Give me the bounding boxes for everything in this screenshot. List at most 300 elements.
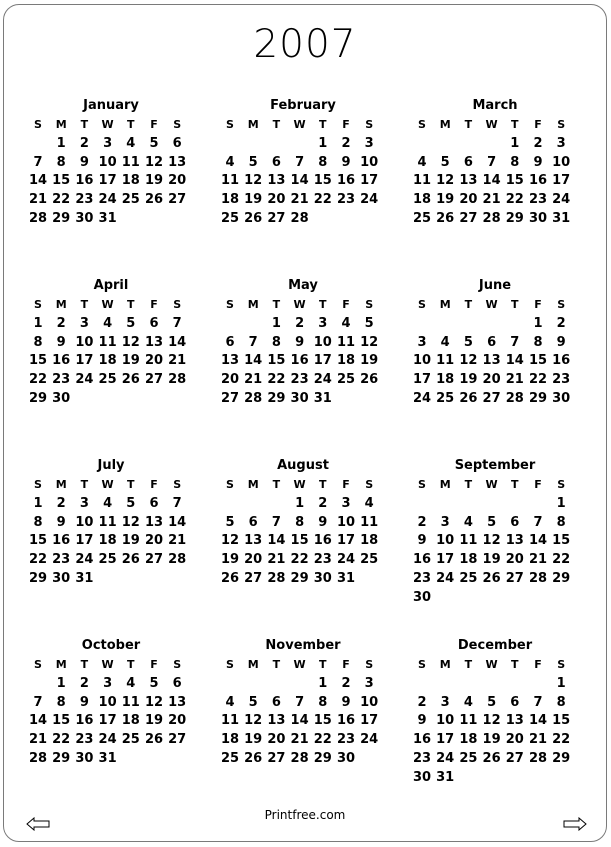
day-cell: 28 [168, 372, 187, 388]
day-cell: 4 [417, 154, 427, 170]
day-cell: 28 [244, 391, 263, 406]
weekday-label: M [55, 658, 67, 671]
month-grid [26, 475, 194, 588]
weekday-label: S [557, 118, 566, 131]
weekday-label: F [342, 478, 350, 491]
month-name: July [97, 458, 125, 473]
day-cell: 10 [552, 154, 571, 170]
day-cell: 16 [52, 533, 71, 549]
day-cell: 11 [220, 173, 240, 189]
month-grid [410, 475, 578, 607]
day-cell: 11 [220, 713, 240, 729]
day-cell: 11 [121, 154, 140, 170]
weekday-label: W [293, 298, 306, 311]
day-cell: 17 [360, 173, 379, 189]
day-cell: 1 [556, 495, 566, 511]
day-cell: 25 [98, 552, 117, 568]
month-grid [410, 115, 578, 228]
day-cell: 1 [295, 495, 305, 511]
day-cell: 9 [533, 154, 543, 170]
day-cell: 1 [556, 675, 566, 691]
month-grid [218, 295, 386, 408]
day-cell: 7 [295, 154, 305, 170]
day-cell: 29 [28, 391, 48, 406]
month-grid [218, 655, 386, 768]
day-cell: 5 [440, 154, 450, 170]
weekday-label: M [247, 478, 259, 491]
day-cell: 15 [28, 353, 48, 369]
day-cell: 15 [313, 173, 332, 189]
day-cell: 9 [79, 694, 89, 710]
day-cell: 8 [556, 514, 566, 530]
day-cell: 20 [459, 192, 478, 208]
day-cell: 5 [248, 154, 258, 170]
day-cell: 1 [271, 315, 281, 331]
day-cell: 27 [505, 751, 524, 766]
day-cell: 29 [290, 571, 309, 586]
day-cell: 8 [533, 334, 543, 350]
year-title: 2007 [253, 22, 357, 67]
day-cell: 6 [149, 495, 159, 511]
weekday-label: M [55, 298, 67, 311]
day-cell: 3 [318, 315, 328, 331]
day-cell: 27 [144, 372, 164, 388]
day-cell: 28 [528, 571, 548, 586]
day-cell: 18 [220, 732, 240, 748]
day-cell: 26 [244, 751, 263, 766]
day-cell: 8 [318, 694, 328, 710]
day-cell: 4 [225, 694, 235, 710]
day-cell: 30 [528, 211, 548, 226]
day-cell: 4 [440, 334, 450, 350]
day-cell: 10 [98, 154, 117, 170]
day-cell: 12 [459, 353, 478, 369]
day-cell: 4 [341, 315, 351, 331]
day-cell: 29 [28, 571, 48, 586]
day-cell: 4 [126, 135, 136, 151]
day-cell: 21 [244, 372, 263, 388]
day-cell: 25 [220, 751, 240, 766]
weekday-label: T [80, 658, 89, 671]
day-cell: 3 [556, 135, 566, 151]
weekday-label: S [557, 658, 566, 671]
day-cell: 24 [360, 732, 379, 748]
day-cell: 16 [336, 713, 356, 729]
day-cell: 6 [463, 154, 473, 170]
day-cell: 26 [144, 192, 164, 208]
day-cell: 14 [290, 713, 309, 729]
day-cell: 3 [79, 495, 89, 511]
month-grid [26, 295, 194, 408]
day-cell: 28 [28, 211, 48, 226]
day-cell: 3 [79, 315, 89, 331]
day-cell: 13 [244, 533, 263, 549]
day-cell: 20 [482, 372, 501, 388]
day-cell: 7 [295, 694, 305, 710]
day-cell: 24 [436, 571, 455, 586]
day-cell: 22 [528, 372, 548, 388]
day-cell: 23 [412, 571, 432, 586]
day-cell: 5 [487, 514, 497, 530]
day-cell: 13 [267, 713, 286, 729]
weekday-label: W [101, 118, 114, 131]
day-cell: 13 [168, 694, 187, 710]
day-cell: 5 [248, 694, 258, 710]
weekday-label: M [439, 658, 451, 671]
day-cell: 7 [510, 334, 520, 350]
day-cell: 28 [267, 571, 286, 586]
month-june [410, 277, 580, 408]
day-cell: 6 [487, 334, 497, 350]
day-cell: 28 [168, 552, 187, 568]
day-cell: 9 [318, 514, 328, 530]
day-cell: 29 [313, 751, 332, 766]
day-cell: 16 [336, 173, 356, 189]
day-cell: 25 [336, 372, 356, 388]
day-cell: 12 [121, 334, 140, 350]
day-cell: 2 [533, 135, 543, 151]
month-october [26, 637, 196, 768]
day-cell: 6 [510, 694, 520, 710]
day-cell: 3 [341, 495, 351, 511]
day-cell: 23 [313, 552, 332, 568]
day-cell: 1 [318, 135, 328, 151]
day-cell: 20 [267, 732, 286, 748]
day-cell: 13 [505, 713, 524, 729]
day-cell: 24 [360, 192, 379, 208]
day-cell: 11 [459, 533, 478, 549]
day-cell: 8 [318, 154, 328, 170]
day-cell: 29 [52, 211, 71, 226]
day-cell: 10 [336, 514, 356, 530]
day-cell: 29 [52, 751, 71, 766]
day-cell: 20 [244, 552, 263, 568]
day-cell: 22 [313, 192, 332, 208]
weekday-label: F [534, 658, 542, 671]
day-cell: 26 [360, 372, 379, 388]
day-cell: 5 [126, 495, 136, 511]
weekday-label: S [226, 478, 234, 491]
day-cell: 4 [463, 694, 473, 710]
day-cell: 18 [98, 353, 117, 369]
day-cell: 11 [121, 694, 140, 710]
day-cell: 23 [336, 732, 356, 748]
day-cell: 17 [436, 732, 455, 748]
day-cell: 14 [28, 713, 48, 729]
day-cell: 27 [267, 211, 286, 226]
day-cell: 31 [98, 751, 117, 766]
month-name: February [270, 98, 336, 113]
weekday-label: W [293, 658, 306, 671]
day-cell: 20 [144, 353, 164, 369]
month-august [218, 457, 388, 588]
day-cell: 13 [505, 533, 524, 549]
day-cell: 22 [552, 732, 571, 748]
weekday-label: F [342, 118, 350, 131]
day-cell: 26 [121, 372, 140, 388]
day-cell: 21 [267, 552, 286, 568]
day-cell: 4 [463, 514, 473, 530]
day-cell: 28 [290, 751, 309, 766]
day-cell: 26 [482, 751, 501, 766]
day-cell: 22 [290, 552, 309, 568]
day-cell: 19 [482, 552, 501, 568]
day-cell: 24 [412, 391, 432, 406]
day-cell: 21 [28, 732, 48, 748]
day-cell: 8 [56, 694, 66, 710]
weekday-label: S [173, 118, 182, 131]
day-cell: 26 [244, 211, 263, 226]
weekday-label: W [485, 298, 498, 311]
weekday-label: T [127, 118, 135, 131]
left-arrow-icon[interactable] [26, 817, 50, 831]
day-cell: 10 [75, 334, 94, 350]
day-cell: 15 [313, 713, 332, 729]
weekday-label: M [247, 118, 259, 131]
day-cell: 6 [271, 694, 281, 710]
day-cell: 27 [244, 571, 263, 586]
day-cell: 6 [271, 154, 281, 170]
weekday-label: W [101, 478, 114, 491]
weekday-label: S [173, 658, 182, 671]
day-cell: 20 [505, 552, 524, 568]
day-cell: 6 [149, 315, 159, 331]
day-cell: 10 [436, 713, 455, 729]
weekday-label: T [80, 478, 89, 491]
day-cell: 10 [75, 514, 94, 530]
day-cell: 15 [552, 533, 571, 549]
day-cell: 4 [103, 495, 113, 511]
weekday-label: W [101, 298, 114, 311]
day-cell: 30 [336, 751, 356, 766]
day-cell: 24 [336, 552, 356, 568]
weekday-label: T [319, 298, 327, 311]
month-name: March [472, 98, 518, 113]
day-cell: 30 [552, 391, 571, 406]
day-cell: 25 [360, 552, 379, 568]
day-cell: 31 [552, 211, 571, 226]
day-cell: 27 [459, 211, 478, 226]
month-december [410, 637, 580, 787]
weekday-label: S [365, 658, 374, 671]
day-cell: 26 [144, 732, 164, 748]
day-cell: 10 [412, 353, 432, 369]
day-cell: 9 [556, 334, 566, 350]
day-cell: 28 [505, 391, 524, 406]
day-cell: 23 [290, 372, 309, 388]
day-cell: 3 [103, 135, 113, 151]
day-cell: 18 [360, 533, 379, 549]
month-name: August [277, 458, 329, 473]
day-cell: 11 [360, 514, 379, 530]
day-cell: 19 [144, 713, 164, 729]
day-cell: 18 [121, 713, 140, 729]
day-cell: 15 [290, 533, 309, 549]
day-cell: 29 [267, 391, 286, 406]
weekday-label: T [80, 298, 89, 311]
day-cell: 8 [271, 334, 281, 350]
day-cell: 19 [482, 732, 501, 748]
weekday-label: T [127, 478, 135, 491]
weekday-label: T [127, 658, 135, 671]
day-cell: 13 [267, 173, 286, 189]
weekday-label: W [293, 118, 306, 131]
day-cell: 7 [172, 315, 182, 331]
day-cell: 13 [144, 334, 164, 350]
day-cell: 22 [52, 732, 71, 748]
day-cell: 27 [168, 192, 187, 208]
month-january [26, 97, 196, 228]
day-cell: 15 [552, 713, 571, 729]
day-cell: 13 [459, 173, 478, 189]
day-cell: 22 [52, 192, 71, 208]
day-cell: 9 [417, 533, 427, 549]
day-cell: 1 [510, 135, 520, 151]
day-cell: 26 [482, 571, 501, 586]
day-cell: 27 [505, 571, 524, 586]
day-cell: 17 [360, 713, 379, 729]
weekday-label: M [439, 298, 451, 311]
day-cell: 22 [552, 552, 571, 568]
day-cell: 5 [126, 315, 136, 331]
day-cell: 19 [220, 552, 240, 568]
day-cell: 1 [533, 315, 543, 331]
day-cell: 3 [364, 675, 374, 691]
calendar-page [3, 4, 607, 842]
month-grid [26, 115, 194, 228]
day-cell: 25 [220, 211, 240, 226]
day-cell: 5 [149, 135, 159, 151]
weekday-label: M [247, 658, 259, 671]
day-cell: 5 [225, 514, 235, 530]
day-cell: 11 [98, 334, 117, 350]
day-cell: 18 [220, 192, 240, 208]
weekday-label: W [485, 658, 498, 671]
day-cell: 25 [121, 732, 140, 748]
day-cell: 6 [248, 514, 258, 530]
day-cell: 22 [28, 552, 48, 568]
day-cell: 12 [436, 173, 455, 189]
day-cell: 24 [552, 192, 571, 208]
day-cell: 17 [552, 173, 571, 189]
day-cell: 15 [528, 353, 548, 369]
weekday-label: T [319, 118, 327, 131]
weekday-label: S [365, 298, 374, 311]
day-cell: 16 [552, 353, 571, 369]
weekday-label: W [485, 478, 498, 491]
day-cell: 14 [505, 353, 524, 369]
weekday-label: S [34, 658, 42, 671]
day-cell: 19 [459, 372, 478, 388]
day-cell: 31 [75, 571, 94, 586]
day-cell: 16 [412, 732, 432, 748]
day-cell: 30 [412, 769, 432, 785]
day-cell: 21 [528, 552, 548, 568]
day-cell: 3 [417, 334, 427, 350]
day-cell: 12 [220, 533, 240, 549]
weekday-label: M [439, 478, 451, 491]
weekday-label: T [464, 478, 473, 491]
weekday-label: T [319, 478, 327, 491]
day-cell: 18 [459, 732, 478, 748]
day-cell: 18 [98, 533, 117, 549]
day-cell: 22 [267, 372, 286, 388]
day-cell: 19 [121, 533, 140, 549]
weekday-label: F [534, 298, 542, 311]
day-cell: 8 [56, 154, 66, 170]
day-cell: 20 [144, 533, 164, 549]
day-cell: 8 [556, 694, 566, 710]
day-cell: 17 [412, 372, 432, 388]
day-cell: 25 [459, 751, 478, 766]
day-cell: 17 [98, 713, 117, 729]
day-cell: 21 [168, 353, 187, 369]
day-cell: 20 [220, 372, 240, 388]
day-cell: 16 [412, 552, 432, 568]
weekday-label: T [272, 658, 281, 671]
day-cell: 13 [220, 353, 240, 369]
day-cell: 2 [417, 514, 427, 530]
day-cell: 29 [552, 751, 571, 766]
day-cell: 27 [144, 552, 164, 568]
day-cell: 4 [225, 154, 235, 170]
day-cell: 8 [510, 154, 520, 170]
weekday-label: F [534, 118, 542, 131]
day-cell: 22 [313, 732, 332, 748]
day-cell: 11 [336, 334, 356, 350]
day-cell: 2 [79, 675, 89, 691]
day-cell: 2 [79, 135, 89, 151]
month-name: May [288, 278, 318, 293]
day-cell: 22 [505, 192, 524, 208]
weekday-label: F [342, 298, 350, 311]
day-cell: 11 [412, 173, 432, 189]
day-cell: 29 [552, 571, 571, 586]
day-cell: 2 [56, 495, 66, 511]
weekday-label: T [272, 118, 281, 131]
weekday-label: T [80, 118, 89, 131]
day-cell: 14 [244, 353, 263, 369]
day-cell: 5 [149, 675, 159, 691]
day-cell: 31 [336, 571, 356, 586]
month-july [26, 457, 196, 588]
weekday-label: T [464, 118, 473, 131]
right-arrow-icon[interactable] [563, 817, 587, 831]
day-cell: 30 [52, 571, 71, 586]
day-cell: 12 [244, 713, 263, 729]
weekday-label: S [418, 298, 426, 311]
day-cell: 1 [56, 135, 66, 151]
weekday-label: F [150, 478, 158, 491]
day-cell: 7 [533, 694, 543, 710]
weekday-label: W [293, 478, 306, 491]
weekday-label: T [511, 298, 519, 311]
day-cell: 6 [225, 334, 235, 350]
day-cell: 12 [482, 713, 501, 729]
day-cell: 3 [440, 514, 450, 530]
day-cell: 16 [290, 353, 309, 369]
month-september [410, 457, 580, 607]
day-cell: 31 [436, 769, 455, 785]
day-cell: 19 [144, 173, 164, 189]
day-cell: 13 [482, 353, 501, 369]
footer-link[interactable]: Printfree.com [264, 808, 346, 822]
day-cell: 21 [482, 192, 501, 208]
day-cell: 4 [126, 675, 136, 691]
day-cell: 7 [533, 514, 543, 530]
day-cell: 14 [528, 713, 548, 729]
day-cell: 21 [28, 192, 48, 208]
